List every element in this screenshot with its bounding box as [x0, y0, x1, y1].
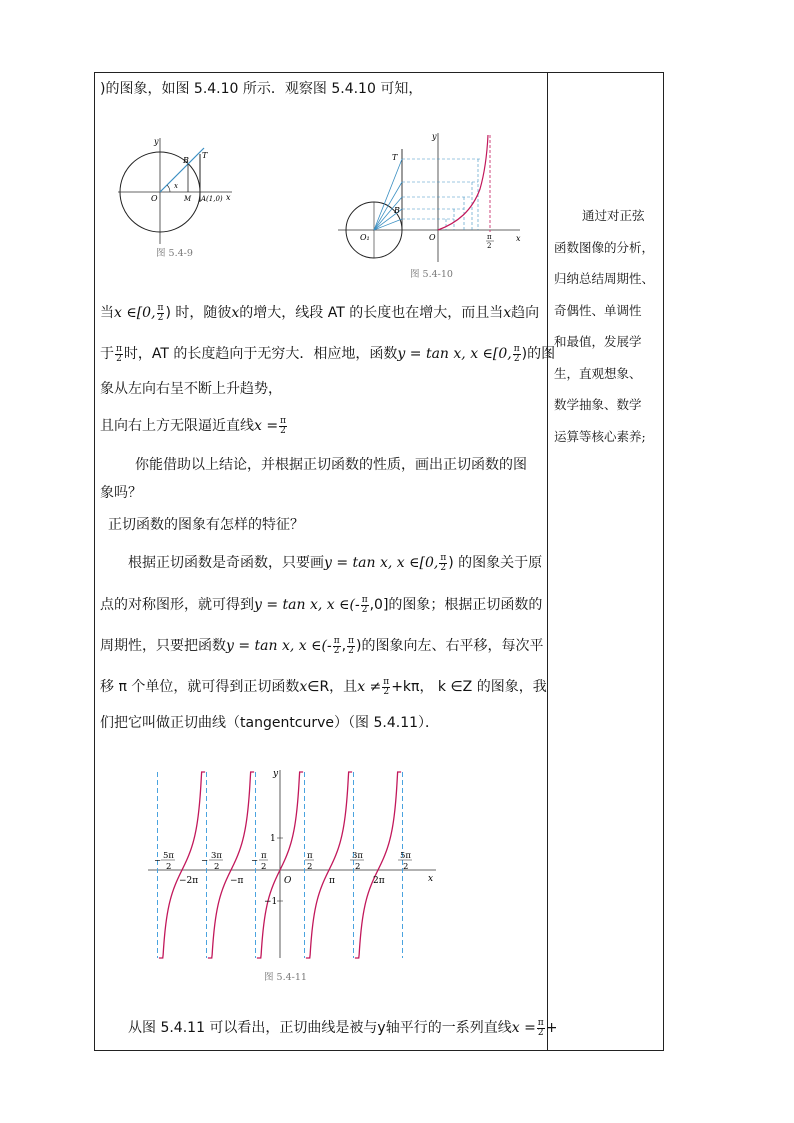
para3-line2: [100, 594, 543, 616]
text: )的图象向左、右平移，每次平: [355, 638, 544, 654]
text: ,: [341, 638, 347, 654]
math: y = tan x, x ∈(-: [226, 638, 332, 654]
frac-den: 2: [355, 862, 361, 872]
fig9-o-label: O: [151, 194, 158, 203]
text: 时，AT 的长度趋向于无穷大．相应地，函数: [123, 346, 398, 362]
figure-5-4-10: [332, 127, 532, 282]
math: y = tan x, x ∈[0,: [397, 346, 512, 362]
side-notes: [554, 200, 662, 452]
main-column: [100, 72, 558, 1051]
fig9-m-label: M: [184, 195, 192, 203]
frac-den: 2: [261, 862, 267, 872]
fig10-t-label: T: [392, 153, 398, 162]
text: +: [545, 1020, 558, 1036]
para2-line4: [100, 415, 540, 437]
frac-num: 5π: [163, 851, 174, 861]
tangent-branch: [355, 772, 401, 958]
fig10-x-label: x: [516, 234, 521, 243]
fig11-y-label: y: [273, 769, 279, 779]
frac-pi-2: $\frac{\pi}{2}$: [116, 343, 122, 364]
side-line: 归纳总结周期性、: [554, 271, 655, 286]
fig11-negpi-label: −π: [230, 876, 244, 886]
frac-pi-2: $\frac{\pi}{2}$: [513, 343, 520, 364]
side-line: 运算等核心素养;: [554, 428, 646, 444]
frac-num: π: [307, 851, 313, 861]
minus-sign: −: [201, 856, 209, 866]
frac-num: 3π: [352, 851, 363, 861]
fig10-caption: 图 5.4-10: [410, 269, 453, 280]
text: ) 的图象关于原: [448, 555, 543, 571]
figure-5-4-9: [114, 132, 244, 262]
math: x: [503, 305, 512, 321]
para3-line3: [100, 635, 544, 657]
frac-pi-2: $\frac{\pi}{2}$: [537, 1017, 544, 1038]
side-line: 数学抽象、数学: [554, 397, 642, 412]
text: +kπ， k ∈Z 的图象，我: [391, 679, 547, 695]
fig11-pi-label: π: [329, 876, 335, 886]
fig11-caption: 图 5.4-11: [264, 972, 307, 983]
frac-pi-2: $\frac{\pi}{2}$: [333, 635, 340, 656]
math: x: [231, 305, 240, 321]
frac-pi-2: $\frac{\pi}{2}$: [280, 415, 286, 436]
math: x =: [511, 1020, 536, 1036]
frac-pi-2: $\frac{\pi}{2}$: [440, 552, 447, 573]
side-line: 函数图像的分析，: [554, 239, 655, 255]
fig11-neg1-label: −1: [264, 897, 278, 907]
tangent-branch: [306, 772, 352, 958]
side-line: 奇偶性、单调性: [554, 302, 642, 318]
fig9-t-label: T: [202, 151, 208, 160]
text: 移 π 个单位，就可得到正切函数: [100, 679, 300, 695]
math: x ∈[0,: [114, 305, 156, 321]
intro-line: )的图象，如图 5.4.10 所示．观察图 5.4.10 可知，: [100, 81, 423, 97]
para4: [128, 1017, 568, 1039]
para3-line5: 们把它叫做正切曲线（tangentcurve）（图 5.4.11）．: [100, 715, 440, 731]
text: 的增大，线段 AT 的长度也在增大，而且当: [239, 305, 504, 321]
frac-pi-2: $\frac{\pi}{2}$: [348, 635, 354, 656]
math: y = tan x, x ∈(-: [254, 597, 360, 613]
minus-sign: −: [154, 856, 162, 866]
text: 于: [100, 346, 114, 362]
fig10-b-label: B: [394, 206, 400, 215]
text: 趋向: [511, 305, 540, 321]
text: 点的对称图形，就可得到: [100, 597, 254, 613]
frac-num: 5π: [400, 851, 411, 861]
math: x: [299, 679, 308, 695]
fig11-2pi-label: 2π: [373, 876, 385, 886]
fig9-a-label: A(1,0): [201, 195, 223, 203]
fig10-y-label: y: [432, 132, 437, 141]
math: y = tan x, x ∈[0,: [324, 555, 439, 571]
frac-pi-2: $\frac{\pi}{2}$: [361, 594, 368, 615]
frac-den: 2: [307, 862, 313, 872]
frac-den: 2: [214, 862, 220, 872]
fig9-b-label: B: [183, 156, 189, 165]
fig9-angle-label: x: [174, 182, 178, 190]
fig9-caption: 图 5.4-9: [156, 248, 193, 259]
fig9-x-label: x: [226, 193, 231, 202]
para2-line2: [100, 343, 556, 365]
frac-num: π: [261, 851, 267, 861]
frac-pi-2: $\frac{\pi}{2}$: [383, 676, 390, 697]
para2-line1: [100, 302, 540, 324]
frac-den: 2: [166, 862, 172, 872]
math: x ≠: [357, 679, 382, 695]
frac-pi-2: $\frac{\pi}{2}$: [157, 302, 164, 323]
fig11-x-label: x: [428, 874, 434, 884]
text: ∈R，且: [307, 679, 358, 695]
side-line: 通过对正弦: [582, 208, 645, 223]
question-2: 正切函数的图象有怎样的特征？: [108, 517, 304, 533]
fig10-pi-label: π: [487, 233, 492, 241]
fig9-y-label: y: [154, 137, 159, 146]
text: 且向右上方无限逼近直线: [100, 418, 254, 434]
fig11-tick-fractions: [154, 851, 411, 872]
side-line: 生，直观想象、: [554, 365, 642, 381]
math: x =: [254, 418, 279, 434]
text: ) 时，随彼: [165, 305, 232, 321]
para3-line4: [100, 676, 547, 698]
para3-line1: [128, 552, 568, 574]
figure-5-4-11: [144, 766, 444, 988]
text: )的图: [521, 346, 556, 362]
fig10-o1-label: O₁: [360, 233, 370, 242]
fig10-two-label: 2: [487, 242, 492, 250]
fig10-o-label: O: [429, 233, 436, 242]
text: 从图 5.4.11 可以看出，正切曲线是被与y轴平行的一系列直线: [128, 1020, 512, 1036]
side-line: 和最值，发展学: [554, 334, 642, 349]
fig11-o-label: O: [284, 876, 292, 886]
question-1-line2: 象吗？: [100, 485, 142, 501]
fig11-neg2pi-label: −2π: [179, 876, 199, 886]
para2-line3: 象从左向右呈不断上升趋势，: [100, 381, 282, 397]
text: ,0]的图象；根据正切函数的: [369, 597, 543, 613]
question-1-line1: 你能借助以上结论，并根据正切函数的性质，画出正切函数的图: [135, 457, 527, 473]
frac-num: 3π: [211, 851, 222, 861]
text: 当: [100, 305, 114, 321]
text: 周期性，只要把函数: [100, 638, 226, 654]
fig11-one-label: 1: [270, 834, 276, 844]
frac-den: 2: [403, 862, 409, 872]
minus-sign: −: [251, 856, 259, 866]
text: 根据正切函数是奇函数，只要画: [128, 555, 324, 571]
